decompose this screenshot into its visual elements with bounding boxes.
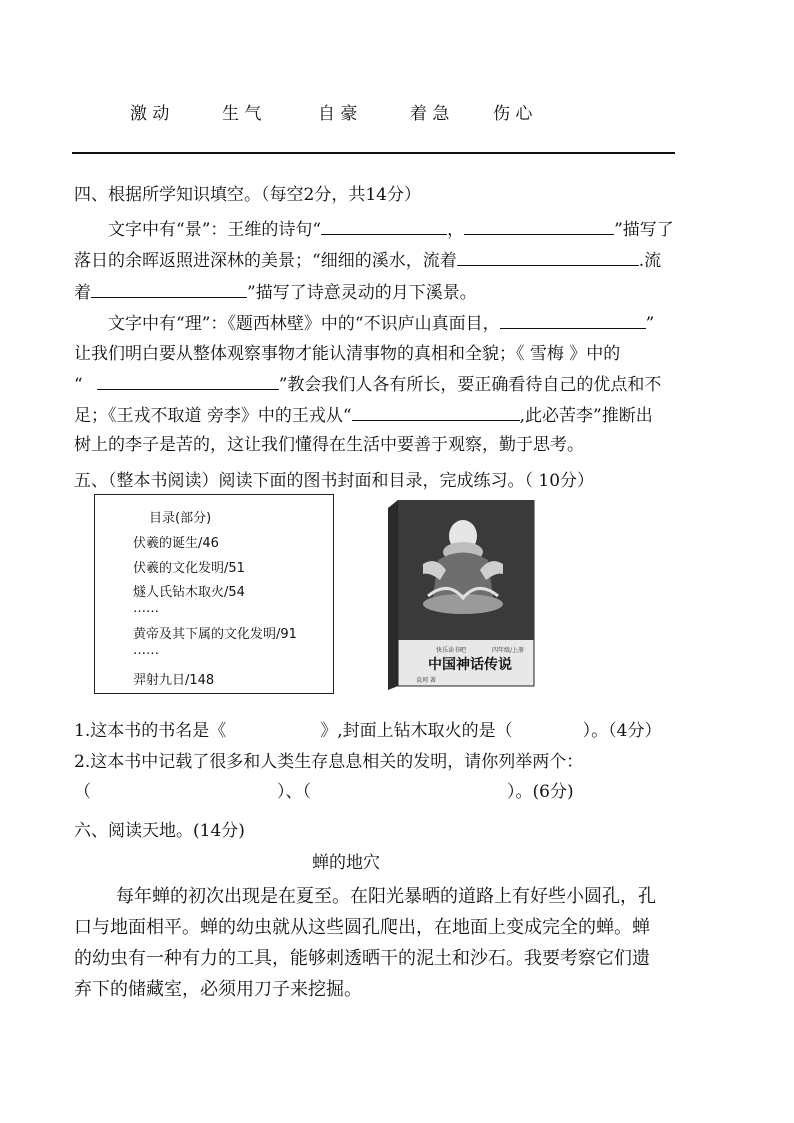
passage-line: 口与地面相平。蝉的幼虫就从这些圆孔爬出，在地面上变成完全的蝉。蝉 [74,917,650,938]
blank-3[interactable] [457,249,639,266]
book-grade-text: 四年级/上册 [492,647,525,654]
book-cover-illustration [388,500,538,690]
answer-line[interactable] [72,152,675,154]
book-title-text: 中国神话传说 [428,657,512,673]
section4-heading: 四、根据所学知识填空。（每空2分，共14分） [74,185,421,205]
s4-line-5: 让我们明白要从整体观察事物才能认清事物的真相和全貌；《 雪梅 》中的 [74,344,621,364]
toc-item: …… [133,643,159,658]
s4-line-2: 落日的余晖返照进深林的美景；“细细的溪水，流着 .流 [74,251,662,271]
table-of-contents-box [94,494,334,694]
s4-line-7: 足；《王戎不取道 旁李》中的王戎从“ ,此必苦李”推断出 [74,406,653,426]
book-author-text: 袁珂 著 [416,677,436,684]
word-4: 着 急 [410,104,450,124]
blank-7[interactable] [352,404,520,421]
blank-5[interactable] [500,312,646,329]
passage-line: 的幼虫有一种有力的工具，能够刺透晒干的泥土和沙石。我要考察它们遗 [74,948,650,969]
word-1: 激 动 [130,104,170,124]
section5-heading: 五、（整本书阅读）阅读下面的图书封面和目录，完成练习。（ 10分） [74,471,595,491]
toc-title: 目录(部分) [149,511,212,526]
section6-heading: 六、阅读天地。(14分) [74,821,245,841]
s4-line-6: “ ”教会我们人各有所长，要正确看待自己的优点和不 [74,375,662,395]
blank-1[interactable] [321,218,447,235]
s4-line-8: 树上的李子是苦的，这让我们懂得在生活中要善于观察，勤于思考。 [74,435,584,455]
blank-2[interactable] [464,218,614,235]
passage-line: 弃下的储藏室，必须用刀子来挖掘。 [74,979,362,1000]
question-2: 2.这本书中记载了很多和人类生存息息相关的发明，请你列举两个： [74,752,584,772]
toc-item: 伏羲的文化发明/51 [133,561,245,576]
blank-4[interactable] [91,281,247,298]
s4-line-1: 文字中有“景”：王维的诗句“ ， ”描写了 [108,220,674,240]
toc-item: …… [133,601,159,616]
question-2-answers: （ ）、（ ）。(6分) [74,782,574,802]
passage-line: 每年蝉的初次出现是在夏至。在阳光暴晒的道路上有好些小圆孔，孔 [116,886,656,907]
word-5: 伤 心 [493,104,533,124]
toc-item: 燧人氏钻木取火/54 [133,585,245,600]
s4-line-4: 文字中有“理”：《题西林壁》中的“不识庐山真面目， ” [108,314,655,334]
passage-title: 蝉的地穴 [312,853,380,873]
question-1: 1.这本书的书名是《 》,封面上钻木取火的是（ ）。（4分） [74,721,662,741]
book-series-text: 快乐读书吧 [436,647,467,654]
blank-book-name[interactable] [226,720,320,736]
toc-item: 黄帝及其下属的文化发明/91 [133,627,297,642]
toc-item: 羿射九日/148 [133,673,215,688]
s4-line-3: 着 ”描写了诗意灵动的月下溪景。 [74,283,477,303]
toc-item: 伏羲的诞生/46 [133,536,219,551]
word-3: 自 豪 [318,104,358,124]
word-2: 生 气 [222,104,262,124]
blank-6[interactable] [97,373,279,390]
book-cover-image [388,500,538,690]
